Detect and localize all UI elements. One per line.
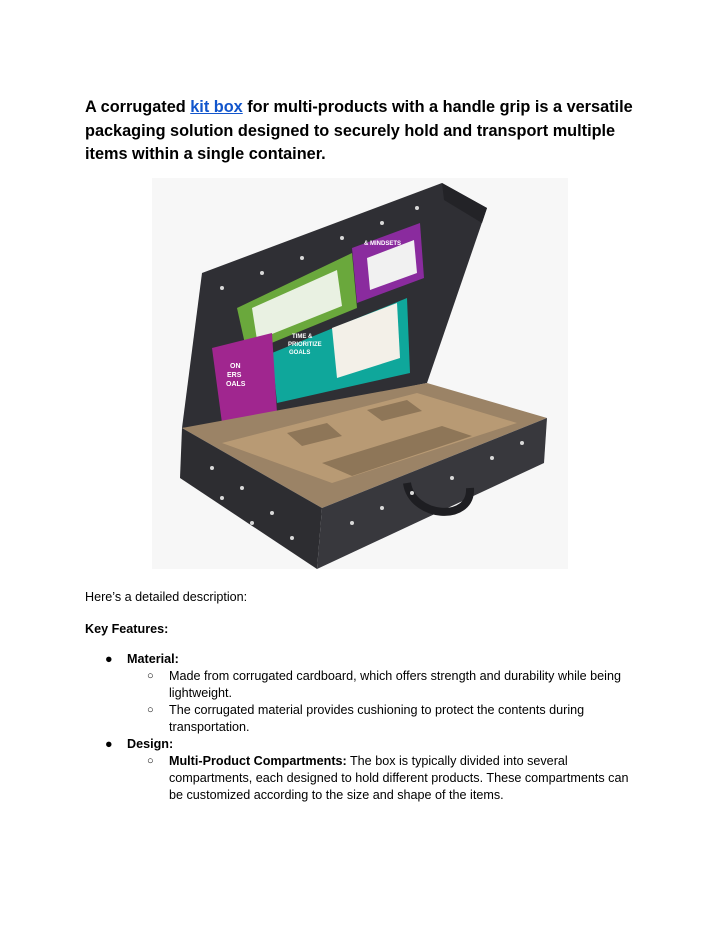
page-heading [85,96,645,167]
kit-box-link[interactable]: kit box [190,98,243,116]
material-item [85,668,645,702]
item-bold: Multi-Product Compartments: [169,754,347,768]
magenta-panel-text: ON ERS OALS [226,363,246,388]
teal-panel-text: TIME & PRIORITIZE GOALS [288,334,322,356]
heading-suffix: for multi-products with a handle grip is a versatile packaging solution designed to securely hold and transport multiple items within a single container. [85,98,633,163]
circle-bullet-icon: ○ [147,704,154,716]
material-sublist [127,668,645,736]
circle-bullet-icon: ○ [147,755,154,767]
feature-label: Design: [127,737,174,751]
bullet-icon: ● [105,737,113,751]
design-sublist [127,753,645,804]
heading-prefix: A corrugated [85,98,191,116]
kit-box-photo [152,178,568,569]
features-list [85,651,645,804]
magenta-panel [212,333,277,423]
item-text: The box is typically divided into several compartments, each designed to hold different products. These compartments can be customized according to the size and shape of the items. [169,754,629,802]
key-features-heading: Key Features: [85,622,169,636]
feature-design [85,736,645,804]
item-text: The corrugated material provides cushioning to protect the contents during transportation. [169,703,585,734]
circle-bullet-icon: ○ [147,670,154,682]
bullet-icon: ● [105,652,113,666]
purple-panel-text: & MINDSETS [364,241,402,247]
design-item [85,753,645,804]
feature-label: Material: [127,652,179,666]
feature-material [85,651,645,736]
kit-box-illustration [152,178,568,569]
item-text: Made from corrugated cardboard, which offers strength and durability while being lightweight. [169,669,621,700]
intro-text: Here’s a detailed description: [85,590,248,604]
material-item [85,702,645,736]
